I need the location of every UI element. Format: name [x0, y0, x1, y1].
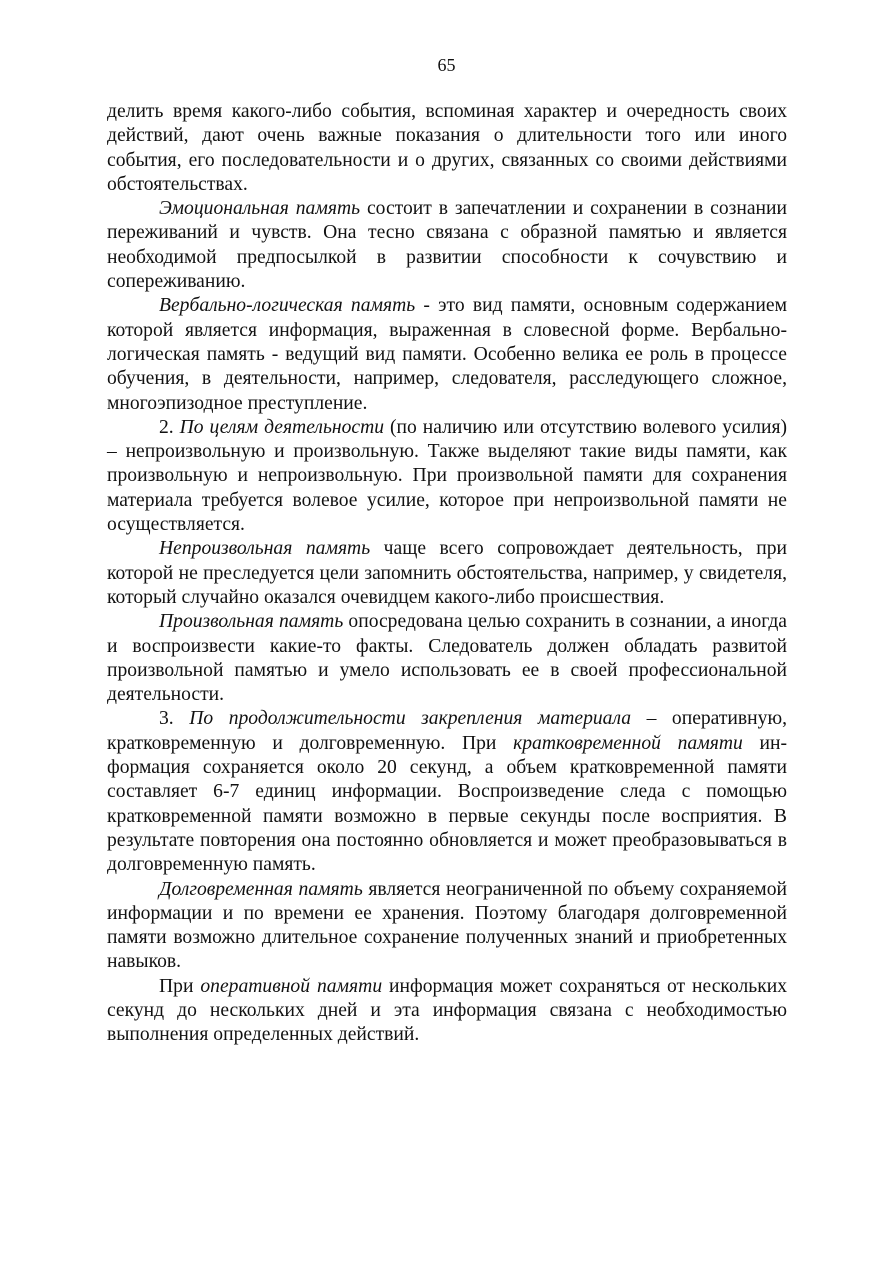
italic-term: Непроизвольная память	[159, 538, 371, 560]
paragraph	[107, 416, 787, 537]
text-run: чаще всего сопровождает деятельность, при которой не преследуется цели запомнить обстоятельства, например, у свидетеля, который случайно оказался очевидцем какого-либо происшествия.	[107, 538, 788, 608]
text-run: информация сохраняется около 20 секунд, а объем кратковременной памяти составляет 6-7 единиц информации. Воспроизведение следа с помощью кратковременной памяти возможно в первые секунды после восприятия. В результате повторения она постоянно обновляется и может преобразовываться в долговременную память.	[107, 732, 787, 876]
text-run: делить время какого-либо события, вспоминая характер и очередность своих действий, дают очень важные показания о длительности того или иного события, его последовательности и о других, связанных со своими действиями обстоятельствах.	[107, 101, 787, 195]
page-number: 65	[437, 55, 456, 75]
text-run: опосредована целью сохранить в сознании, а иногда и воспроизвести какие-то факты. Следователь должен обладать развитой произвольной памятью и умело использовать ее в своей профессиональной деятельности.	[107, 611, 787, 706]
text-run: состоит в запечатлении и сохранении в сознании переживаний и чувств. Она тесно связана с образной памятью и является необходимой предпосылкой в развитии способности к сочувствию и сопереживанию.	[107, 198, 787, 293]
text-run: – оперативную, кратковременную и долговременную. При	[107, 708, 787, 754]
paragraph	[107, 294, 787, 415]
italic-term: оперативной памяти	[200, 975, 383, 997]
text-run: является неограниченной по объему сохраняемой информации и по времени ее хранения. Поэтому благодаря долговременной памяти возможно длительное сохранение полученных знаний и приобретенных навыков.	[107, 878, 787, 973]
paragraph	[107, 610, 787, 707]
paragraph	[107, 878, 787, 975]
paragraph	[107, 537, 787, 610]
text-run: 3.	[159, 708, 190, 730]
text-run: - это вид памяти, основным содержанием которой является информация, выраженная в словесной форме. Вербально-логическая память - ведущий вид памяти. Особенно велика ее роль в процессе обучения, в деятельности, например, следователя, расследующего сложное, многоэпизодное преступление.	[107, 295, 787, 414]
text-run: 2.	[159, 416, 180, 438]
body-text	[107, 100, 787, 1048]
paragraph	[107, 100, 787, 197]
text-run: информация может сохраняться от нескольких секунд до нескольких дней и эта информация связана с необходимостью выполнения определенных действий.	[107, 975, 788, 1046]
italic-term: По продолжительности закрепления материала	[189, 708, 632, 730]
paragraph	[107, 197, 787, 294]
italic-term: Долговременная память	[159, 878, 363, 900]
text-run: (по наличию или отсутствию волевого усилия) – непроизвольную и произвольную. Также выделяют такие виды памяти, как произвольную и непроизвольную. При произвольной памяти для сохранения материала требуется волевое усилие, которое при непроизвольной памяти не осуществляется.	[107, 416, 787, 536]
text-run: При	[159, 975, 201, 997]
italic-term: По целям деятельности	[179, 416, 385, 438]
paragraph	[107, 975, 787, 1048]
paragraph	[107, 707, 787, 877]
italic-term: Эмоциональная память	[159, 198, 361, 220]
italic-term: Вербально-логическая память	[159, 295, 416, 317]
italic-term: Произвольная память	[159, 611, 344, 633]
italic-term: кратковременной памяти	[513, 732, 743, 754]
